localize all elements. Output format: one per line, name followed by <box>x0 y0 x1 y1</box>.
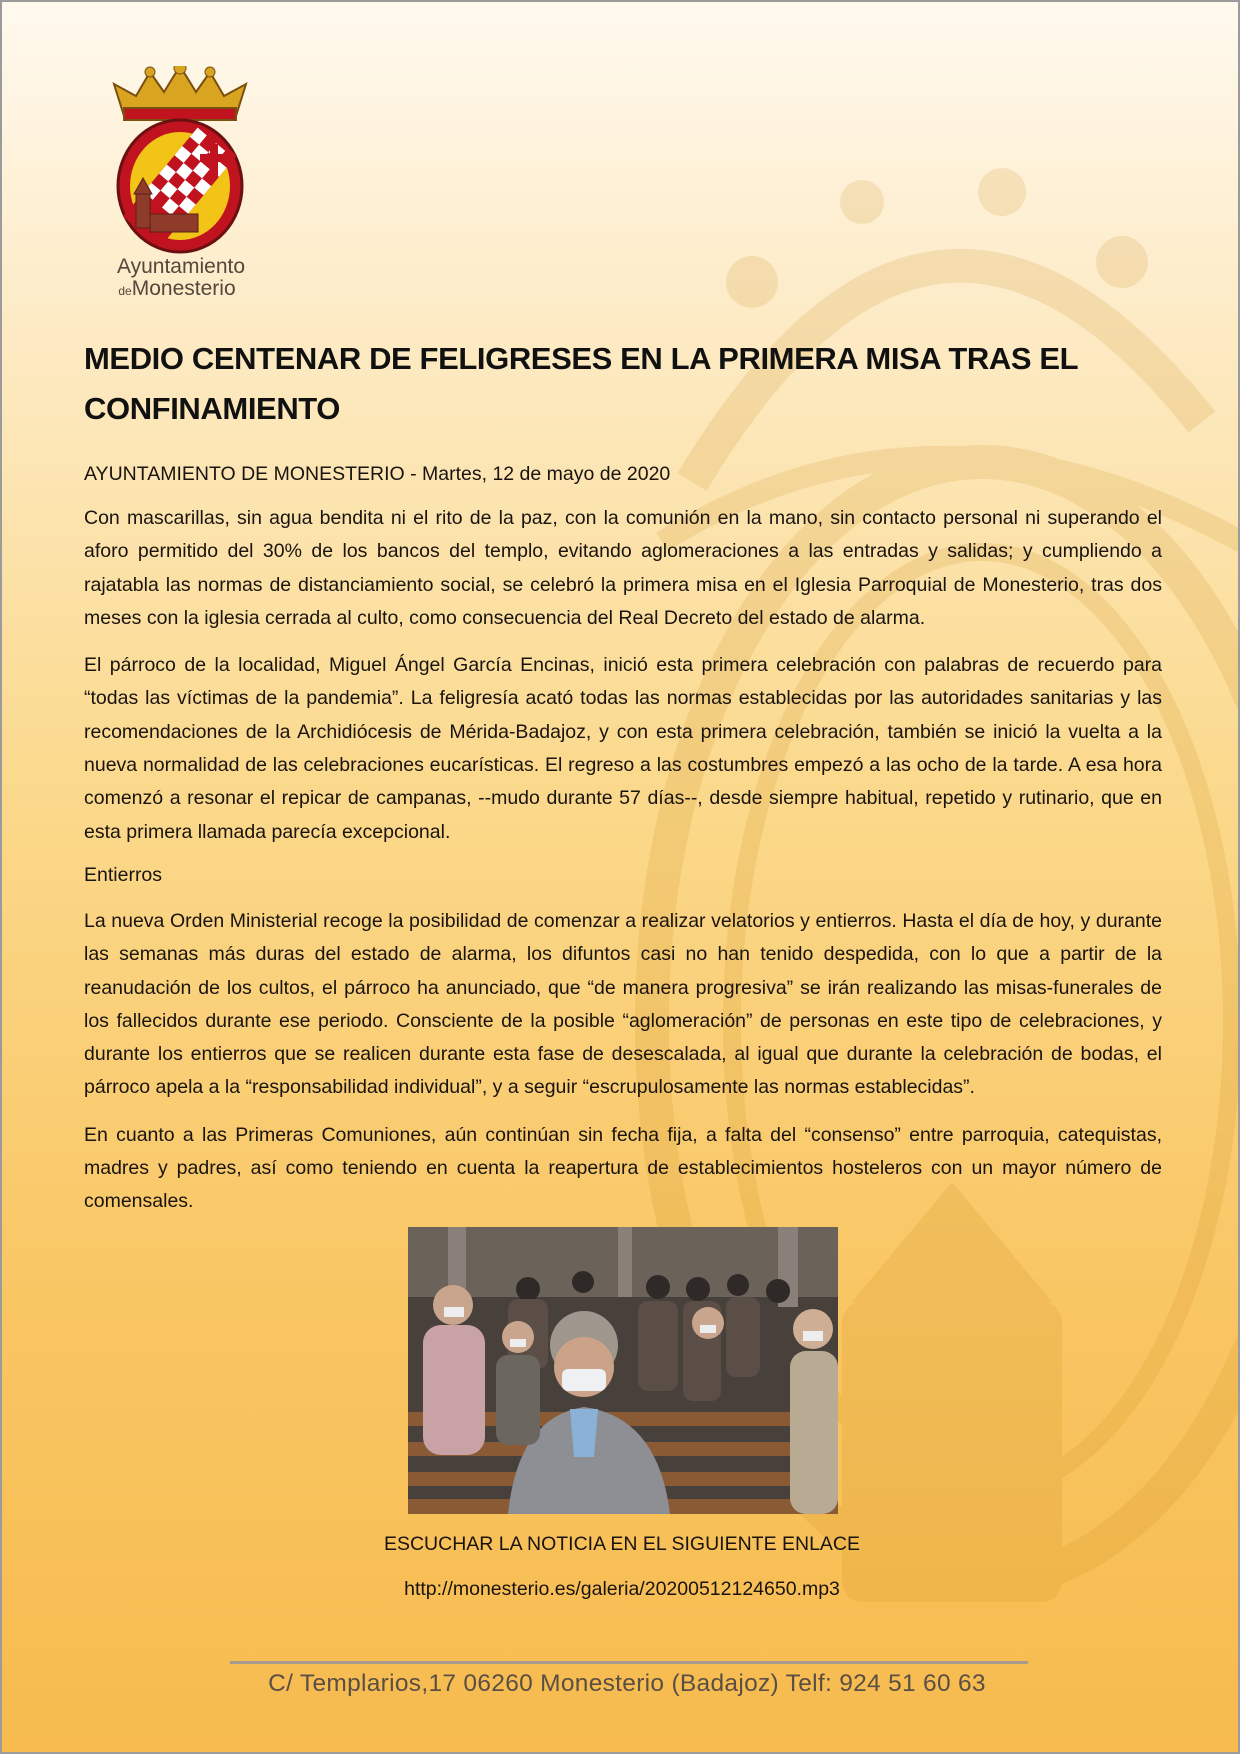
logo-wordmark: Ayuntamiento deMonesterio <box>116 255 246 300</box>
article-title: MEDIO CENTENAR DE FELIGRESES EN LA PRIMERA MISA TRAS EL CONFINAMIENTO <box>84 341 1078 426</box>
footer-address: C/ Templarios,17 06260 Monesterio (Badajoz) Telf: 924 51 60 63 <box>268 1670 986 1697</box>
section-heading: Entierros <box>84 863 163 886</box>
paragraph-2: El párroco de la localidad, Miguel Ángel García Encinas, inició esta primera celebración con palabras de recuerdo para “todas las víctimas de la pandemia”. La feligresía acató todas las normas establecidas por las autoridades sanitarias y las recomendaciones de la Archidiócesis de Mérida-Badajoz, y con esta primera celebración, también se inició la vuelta a la nueva normalidad de las celebraciones eucarísticas. El regreso a las costumbres empezó a las ocho de la tarde. A esa hora comenzó a resonar el repicar de campanas, --mudo durante 57 días--, desde siempre habitual, repetido y rutinario, que en esta primera llamada parecía excepcional. <box>84 654 1162 843</box>
paragraph-1: Con mascarillas, sin agua bendita ni el rito de la paz, con la comunión en la mano, sin contacto personal ni superando el aforo permitido del 30% de los bancos del templo, evitando aglomeraciones a las entradas y salidas; y cumpliendo a rajatabla las normas de distanciamiento social, se celebró la primera misa en el Iglesia Parroquial de Monesterio, tras dos meses con la iglesia cerrada al culto, como consecuencia del Real Decreto del estado de alarma. <box>84 507 1162 629</box>
article-byline: AYUNTAMIENTO DE MONESTERIO - Martes, 12 de mayo de 2020 <box>84 463 671 485</box>
paragraph-4: En cuanto a las Primeras Comuniones, aún continúan sin fecha fija, a falta del “consenso” entre parroquia, catequistas, madres y padres, así como teniendo en cuenta la reapertura de establecimientos hosteleros con un mayor número de comensales. <box>84 1123 1162 1213</box>
audio-link-label: ESCUCHAR LA NOTICIA EN EL SIGUIENTE ENLACE <box>383 1533 861 1555</box>
footer-divider <box>230 1661 1028 1664</box>
article <box>84 334 1162 1233</box>
audio-link-url[interactable]: http://monesterio.es/galeria/20200512124650.mp3 <box>404 1578 840 1600</box>
church-photo <box>408 1227 838 1514</box>
paragraph-3: La nueva Orden Ministerial recoge la posibilidad de comenzar a realizar velatorios y entierros. Hasta el día de hoy, y durante las semanas más duras del estado de alarma, los difuntos casi no han tenido despedida, con lo que a partir de la reanudación de los cultos, el párroco ha anunciado, que “de manera progresiva” se irán realizando las misas-funerales de los fallecidos durante ese periodo. Consciente de la posible “aglomeración” de personas en este tipo de celebraciones, y durante los entierros que se realicen durante esta fase de desescalada, al igual que durante la celebración de bodas, el párroco apela a la “responsabilidad individual”, y a seguir “escrupulosamente las normas establecidas”. <box>84 909 1162 1099</box>
